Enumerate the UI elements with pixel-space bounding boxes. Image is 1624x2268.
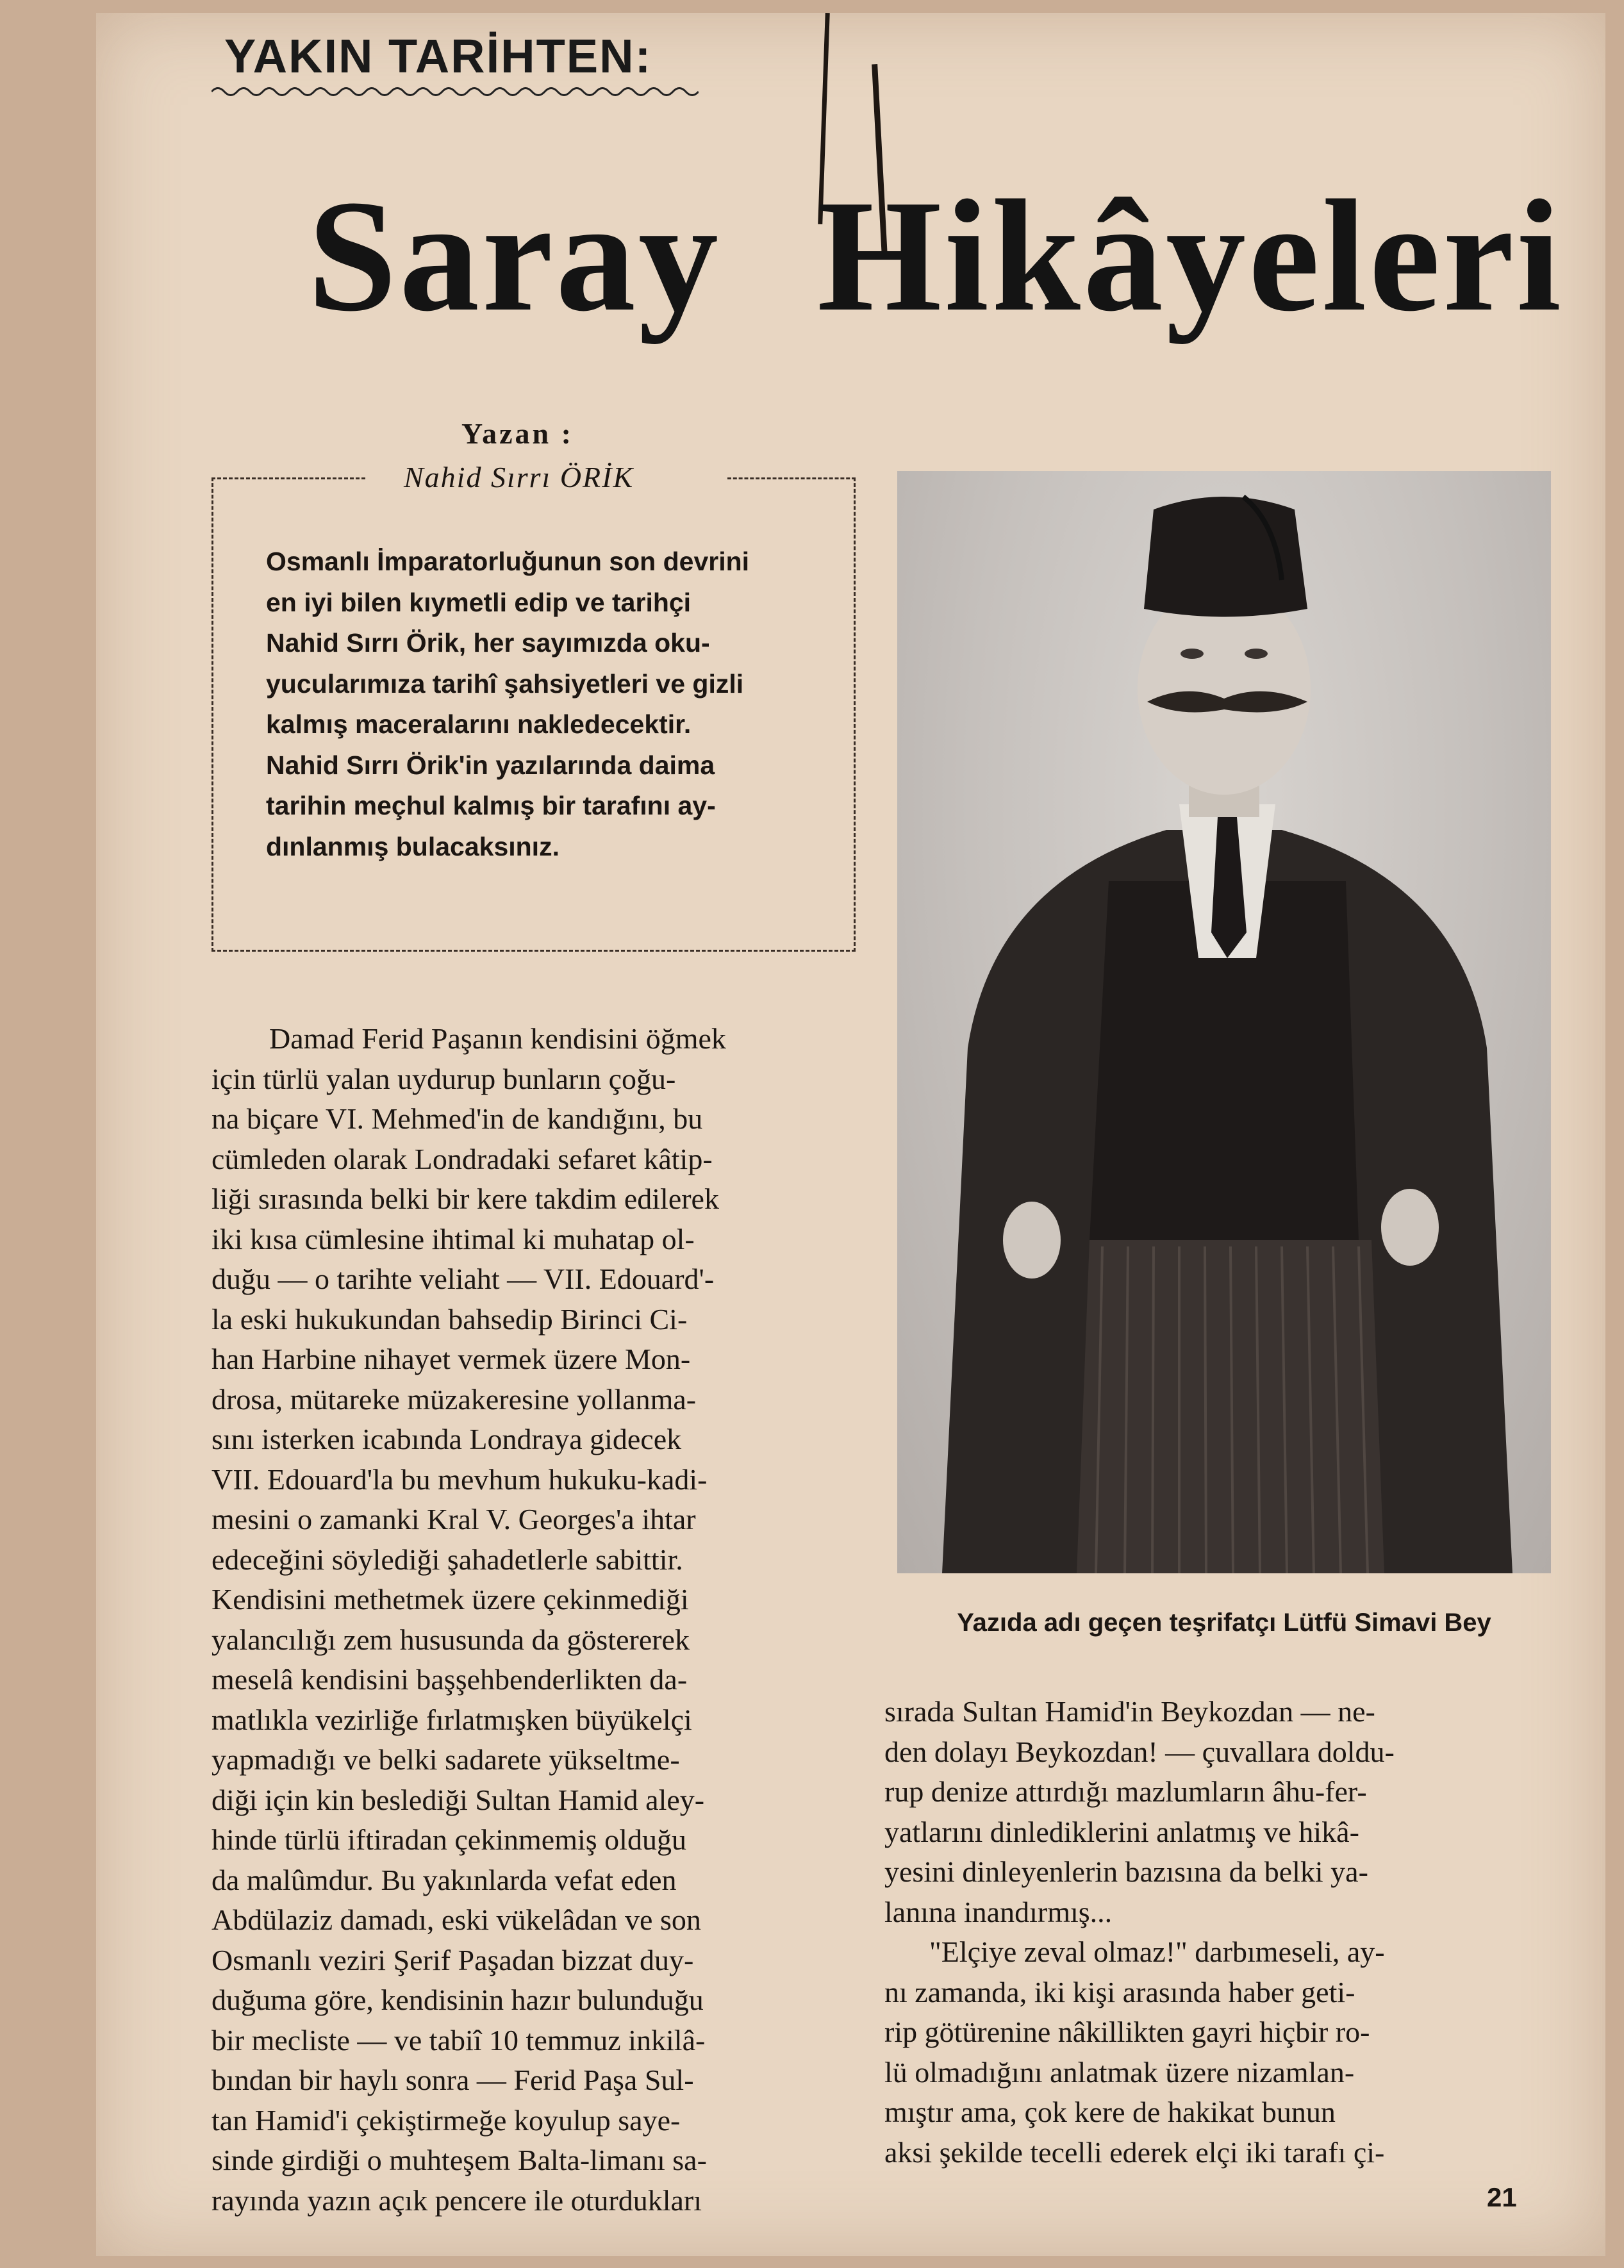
body-line: rip götürenine nâkillikten gayri hiçbir ro-: [884, 2016, 1370, 2048]
body-line: rayında yazın açık pencere ile oturdukları: [211, 2183, 702, 2217]
body-line: mıştır ama, çok kere de hakikat bunun: [884, 2096, 1336, 2128]
body-line: yalancılığı zem hususunda da göstererek: [211, 1623, 690, 1656]
intro-line: Osmanlı İmparatorluğunun son devrini: [266, 547, 750, 576]
intro-line: dınlanmış bulacaksınız.: [266, 831, 559, 861]
body-line: liği sırasında belki bir kere takdim edilerek: [211, 1182, 719, 1215]
intro-text: [266, 542, 817, 867]
page-number: 21: [1487, 2182, 1517, 2212]
body-line: da malûmdur. Bu yakınlarda vefat eden: [211, 1863, 677, 1896]
portrait-photo: [897, 471, 1551, 1573]
body-line: la eski hukukundan bahsedip Birinci Ci-: [211, 1302, 688, 1336]
intro-line: Nahid Sırrı Örik, her sayımızda oku-: [266, 628, 710, 658]
intro-line: kalmış maceralarını nakledecektir.: [266, 709, 692, 739]
body-line: hinde türlü iftiradan çekinmemiş olduğu: [211, 1823, 686, 1856]
body-line: "Elçiye zeval olmaz!" darbımeseli, ay-: [929, 1935, 1385, 1968]
photo-caption: Yazıda adı geçen teşrifatçı Lütfü Simavi Bey: [957, 1609, 1491, 1637]
body-line: matlıkla vezirliğe fırlatmışken büyükelçi: [211, 1703, 692, 1736]
intro-line: yucularımıza tarihî şahsiyetleri ve gizli: [266, 668, 744, 699]
intro-line: Nahid Sırrı Örik'in yazılarında daima: [266, 750, 715, 780]
body-line: duğu — o tarihte veliaht — VII. Edouard'-: [211, 1262, 715, 1295]
body-line: diği için kin beslediği Sultan Hamid aley-: [211, 1783, 705, 1816]
body-line: nı zamanda, iki kişi arasında haber geti-: [884, 1975, 1355, 2008]
body-line: han Harbine nihayet vermek üzere Mon-: [211, 1343, 691, 1375]
body-line: rup denize attırdığı mazlumların âhu-fer-: [884, 1775, 1367, 1808]
body-line: sını isterken icabında Londraya gidecek: [211, 1423, 682, 1455]
body-line: den dolayı Beykozdan! — çuvallara doldu-: [884, 1735, 1395, 1768]
section-underline: [211, 85, 699, 99]
body-line: sinde girdiği o muhteşem Balta-limanı sa-: [211, 2144, 707, 2176]
body-line: Osmanlı veziri Şerif Paşadan bizzat duy-: [211, 1943, 694, 1976]
body-line: lü olmadığını anlatmak üzere nizamlan-: [884, 2055, 1355, 2089]
body-line: mesini o zamanki Kral V. Georges'a ihtar: [211, 1503, 696, 1535]
intro-line: tarihin meçhul kalmış bir tarafını ay-: [266, 791, 716, 820]
body-line: Abdülaziz damadı, eski vükelâdan ve son: [211, 1903, 701, 1936]
title-word-2: Hikâyeleri: [817, 167, 1564, 345]
body-line: bir mecliste — ve tabiî 10 temmuz inkilâ-: [211, 2023, 706, 2057]
body-line: Kendisini methetmek üzere çekinmediği: [211, 1583, 689, 1616]
body-line: drosa, mütareke müzakeresine yollanma-: [211, 1382, 697, 1416]
body-line: iki kısa cümlesine ihtimal ki muhatap ol-: [211, 1222, 695, 1255]
body-line: yatlarını dinlediklerini anlatmış ve hikâ-: [884, 1815, 1359, 1848]
body-line: meselâ kendisini başşehbenderlikten da-: [211, 1663, 688, 1696]
body-line: aksi şekilde tecelli ederek elçi iki tarafı çi-: [884, 2135, 1385, 2169]
body-line: edeceğini söylediği şahadetlerle sabittir.: [211, 1543, 683, 1576]
byline-label: Yazan :: [461, 417, 574, 450]
body-line: sırada Sultan Hamid'in Beykozdan — ne-: [884, 1695, 1375, 1728]
body-line: lanına inandırmış...: [884, 1895, 1113, 1928]
body-column-right: [884, 1692, 1532, 2173]
article-title: [308, 167, 1564, 345]
body-column-left: [211, 1019, 859, 2221]
author-name: Nahid Sırrı ÖRİK: [404, 461, 634, 493]
body-line: Damad Ferid Paşanın kendisini öğmek: [269, 1022, 726, 1055]
body-line: tan Hamid'i çekiştirmeğe koyulup saye-: [211, 2103, 681, 2137]
body-line: duğuma göre, kendisinin hazır bulunduğu: [211, 1983, 704, 2016]
body-line: bından bir haylı sonra — Ferid Paşa Sul-: [211, 2064, 694, 2096]
body-line: VII. Edouard'la bu mevhum hukuku-kadi-: [211, 1462, 708, 1496]
section-label: YAKIN TARİHTEN:: [224, 29, 652, 83]
body-line: cümleden olarak Londradaki sefaret kâtip-: [211, 1142, 713, 1175]
intro-line: en iyi bilen kıymetli edip ve tarihçi: [266, 587, 692, 617]
body-line: için türlü yalan uydurup bunların çoğu-: [211, 1062, 676, 1095]
body-line: yesini dinleyenlerin bazısına da belki ya-: [884, 1855, 1368, 1888]
body-line: na biçare VI. Mehmed'in de kandığını, bu: [211, 1102, 703, 1135]
portrait-illustration: [897, 471, 1551, 1573]
body-line: yapmadığı ve belki sadarete yükseltme-: [211, 1743, 680, 1776]
title-word-1: Saray: [308, 167, 721, 345]
